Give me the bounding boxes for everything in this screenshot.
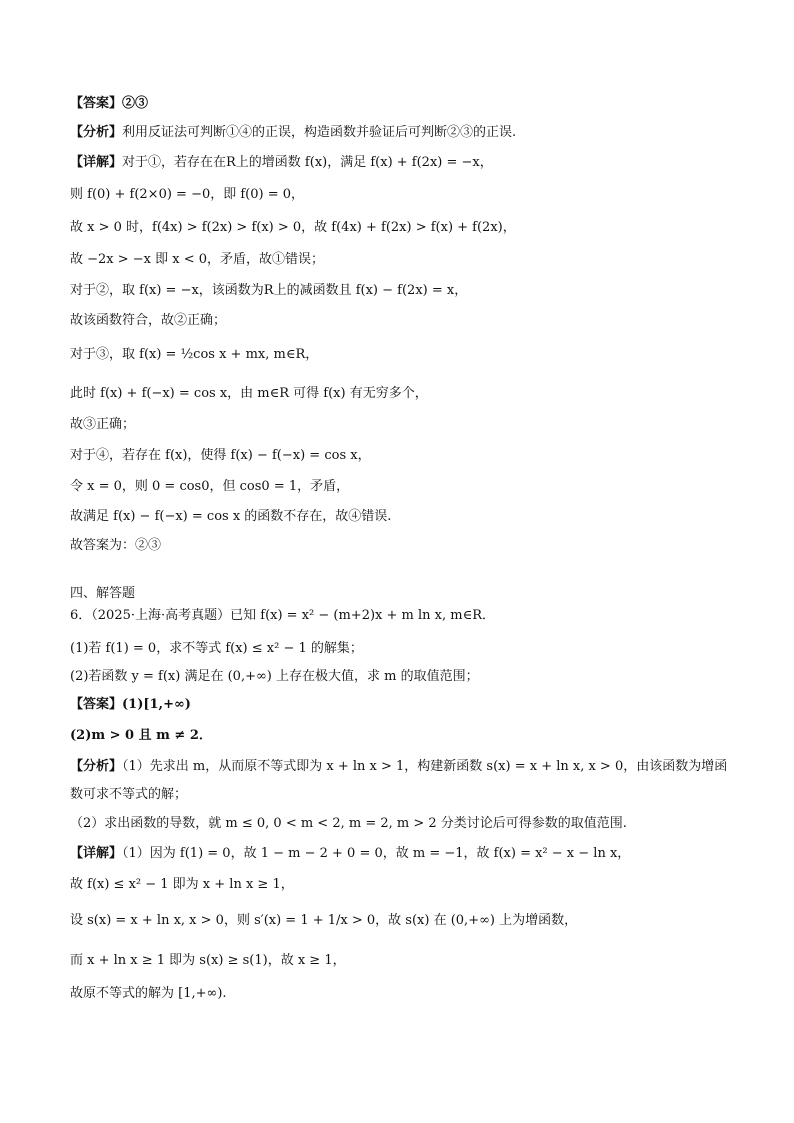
q5-detail-line-4: 故 −2x > −x 即 x < 0，矛盾，故①错误； (70, 252, 325, 267)
section-title: 四、解答题 (70, 586, 136, 601)
analysis-text: 利用反证法可判断①④的正误，构造函数并验证后可判断②③的正误. (122, 125, 517, 140)
answer-1-value: (1)[1,+∞) (122, 697, 191, 712)
q6-analysis-2: （2）求出函数的导数，就 m ≤ 0, 0 < m < 2, m = 2, m > 2 分类讨论后可得参数的取值范围. (70, 816, 627, 831)
answer-value: ②③ (122, 96, 149, 111)
q5-detail-line-2: 则 f(0) + f(2×0) = −0，即 f(0) = 0， (70, 187, 305, 202)
q6-detail-line-1 (70, 845, 630, 863)
answer-label: 【答案】 (70, 96, 123, 111)
analysis-label: 【分析】 (70, 125, 123, 140)
q6-answer-1 (70, 696, 191, 714)
q6-part2: (2)若函数 y = f(x) 满足在 (0,+∞) 上存在极大值，求 m 的取值范围； (70, 669, 479, 684)
q5-detail-line-8: 此时 f(x) + f(−x) = cos x，由 m∈R 可得 f(x) 有无穷多个， (70, 386, 428, 401)
q6-detail-line-4: 而 x + ln x ≥ 1 即为 s(x) ≥ s(1)，故 x ≥ 1， (70, 953, 346, 968)
q5-detail-line-7: 对于③，取 f(x) = ½cos x + mx, m∈R， (70, 347, 319, 362)
q5-detail-line-12: 故满足 f(x) − f(−x) = cos x 的函数不存在，故④错误. (70, 509, 392, 524)
answer-label: 【答案】 (70, 697, 123, 712)
analysis-label: 【分析】 (70, 759, 123, 774)
q6-analysis-1b: 数可求不等式的解； (70, 787, 188, 802)
q5-detail-line-5: 对于②，取 f(x) = −x，该函数为R上的减函数且 f(x) − f(2x) = x， (70, 283, 468, 298)
detail-label: 【详解】 (70, 846, 123, 861)
analysis-text: （1）先求出 m，从而原不等式即为 x + ln x > 1，构建新函数 s(x) = x + ln x, x > 0，由该函数为增函 (122, 759, 728, 774)
q5-detail-line-9: 故③正确； (70, 417, 136, 432)
q6-detail-line-5: 故原不等式的解为 [1,+∞). (70, 986, 227, 1001)
q5-analysis (70, 124, 516, 142)
detail-label: 【详解】 (70, 155, 123, 170)
q5-detail-line-10: 对于④，若存在 f(x)，使得 f(x) − f(−x) = cos x， (70, 448, 371, 463)
q5-detail-line-1 (70, 154, 493, 172)
q5-detail-line-3: 故 x > 0 时，f(4x) > f(2x) > f(x) > 0，故 f(4x) + f(2x) > f(x) + f(2x)， (70, 220, 516, 235)
q6-analysis-1a (70, 758, 727, 776)
q5-detail-line-11: 令 x = 0，则 0 = cos0，但 cos0 = 1，矛盾， (70, 479, 350, 494)
q6-stem: 6．（2025·上海·高考真题）已知 f(x) = x² − (m+2)x + m ln x, m∈R． (70, 608, 495, 623)
q5-answer (70, 95, 148, 113)
detail-text: 对于①，若存在在R上的增函数 f(x)，满足 f(x) + f(2x) = −x， (122, 155, 493, 170)
detail-text: （1）因为 f(1) = 0，故 1 − m − 2 + 0 = 0，故 m = −1，故 f(x) = x² − x − ln x， (122, 846, 631, 861)
q5-final-answer: 故答案为：②③ (70, 538, 162, 553)
q6-part1: (1)若 f(1) = 0，求不等式 f(x) ≤ x² − 1 的解集； (70, 641, 363, 656)
q6-answer-2 (70, 727, 212, 745)
q6-detail-line-3: 设 s(x) = x + ln x, x > 0，则 s′(x) = 1 + 1/x > 0，故 s(x) 在 (0,+∞) 上为增函数， (70, 913, 578, 928)
answer-2-value: (2)m > 0 且 m ≠ 2． (70, 728, 212, 743)
q5-detail-line-6: 故该函数符合，故②正确； (70, 313, 227, 328)
q6-detail-line-2: 故 f(x) ≤ x² − 1 即为 x + ln x ≥ 1， (70, 877, 294, 892)
